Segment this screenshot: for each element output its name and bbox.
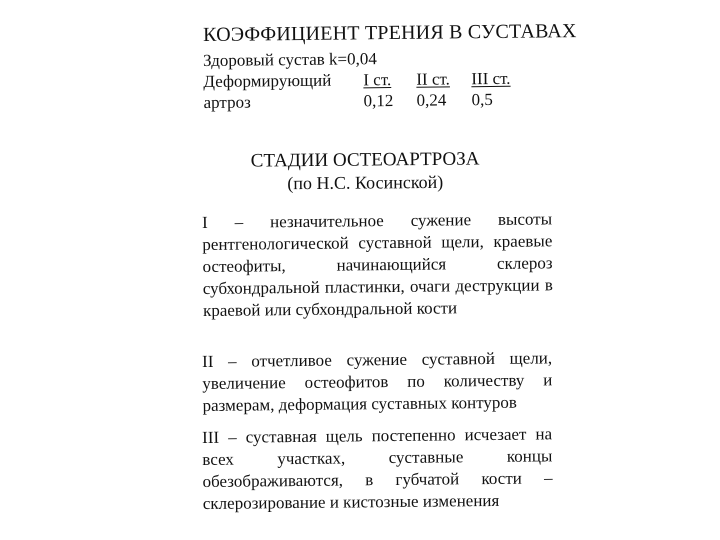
stage-values-row <box>203 88 543 113</box>
stage-value-2: 0,24 <box>416 90 447 110</box>
stage-header-2: II ст. <box>416 69 450 89</box>
osteo-title: СТАДИИ ОСТЕОАРТРОЗА <box>250 148 480 172</box>
osteo-heading <box>200 147 530 196</box>
stage-header-1: I ст. <box>363 70 392 90</box>
stage-3-description: III – суставная щель постепенно исчезает на всех участках, суставные концы обезображиваются, в губчатой кости – склерозирование и кистозные изменения <box>202 424 553 513</box>
stage-header-3: III ст. <box>471 68 511 89</box>
osteo-subtitle: (по Н.С. Косинской) <box>287 171 444 194</box>
friction-table <box>203 46 544 113</box>
stage-value-1: 0,12 <box>363 91 394 111</box>
friction-title: КОЭФФИЦИЕНТ ТРЕНИЯ В СУСТАВАХ <box>203 20 577 46</box>
stage-2-description: II – отчетливое сужение суставной щели, увеличение остеофитов по количеству и размерам, деформация суставных контуров <box>202 348 553 415</box>
arthrosis-label: артроз <box>203 92 251 112</box>
stage-value-3: 0,5 <box>471 89 493 110</box>
deforming-label: Деформирующий <box>203 70 332 91</box>
stage-1-description: I – незначительное сужение высоты рентгенологической суставной щели, краевые остеофиты, начинающийся склероз субхондральной пластинки, очаги деструкции в краевой или субхондральной кости <box>202 209 553 320</box>
healthy-joint-text: Здоровый сустав k=0,04 <box>203 49 377 70</box>
